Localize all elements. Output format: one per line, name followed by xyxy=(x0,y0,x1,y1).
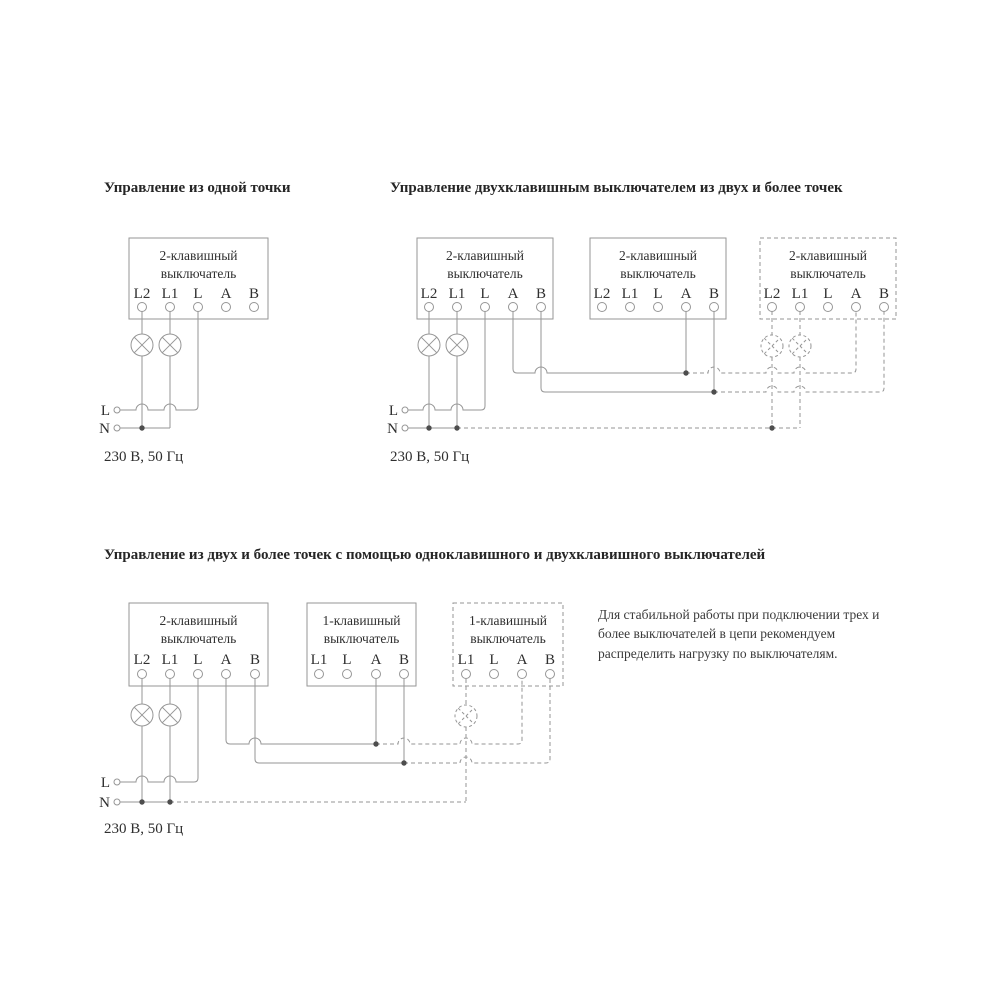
terminal-label-B: B xyxy=(398,652,410,668)
wire xyxy=(408,311,485,410)
switch-box-label: выключатель xyxy=(160,631,237,646)
terminal-label-L2: L2 xyxy=(133,286,151,302)
stability-note xyxy=(598,605,928,663)
wire xyxy=(255,679,404,763)
terminal-circle-A xyxy=(372,670,381,679)
supply-circle xyxy=(402,407,408,413)
terminal-circle-A xyxy=(682,303,691,312)
switch-box-label: выключатель xyxy=(447,266,523,281)
terminal-circle-L1 xyxy=(453,303,462,312)
terminal-circle-B xyxy=(250,303,259,312)
terminal-label-L2: L2 xyxy=(763,286,781,302)
terminal-circle-L xyxy=(490,670,499,679)
terminal-label-A: A xyxy=(850,286,862,302)
wire xyxy=(226,679,376,744)
terminal-label-A: A xyxy=(680,286,692,302)
supply-circle xyxy=(114,779,120,785)
terminal-circle-A xyxy=(518,670,527,679)
section-title-mixed-multi-point: Управление из двух и более точек с помощью одноклавишного и двухклавишного выключателей xyxy=(104,547,766,563)
note-line: более выключателей в цепи рекомендуем xyxy=(598,626,836,642)
supply-terminal-L xyxy=(101,775,120,791)
lamp-icon xyxy=(446,334,468,356)
terminal-label-B: B xyxy=(248,286,260,302)
terminal-label-L1: L1 xyxy=(448,286,466,302)
lamp-icon xyxy=(131,334,153,356)
terminal-label-L1: L1 xyxy=(161,286,179,302)
terminal-circle-A xyxy=(222,670,231,679)
terminal-circle-L xyxy=(194,670,203,679)
switch-box-label: 2-клавишный xyxy=(159,248,238,263)
terminal-label-L2: L2 xyxy=(133,652,151,668)
terminal-label-L: L xyxy=(653,286,663,302)
lamp-icon xyxy=(159,704,181,726)
terminal-circle-B xyxy=(251,670,260,679)
junction-dot xyxy=(454,425,459,430)
terminal-circle-L1 xyxy=(166,303,175,312)
wire xyxy=(376,679,522,744)
terminal-label-L1: L1 xyxy=(161,652,179,668)
voltage-label-2: 230 В, 50 Гц xyxy=(390,449,470,465)
terminal-label-B: B xyxy=(544,652,556,668)
supply-label-L: L xyxy=(100,403,110,419)
switch-box-label: выключатель xyxy=(790,266,866,281)
terminal-label-L1: L1 xyxy=(457,652,475,668)
note-line: распределить нагрузку по выключателям. xyxy=(598,645,838,661)
switch-box-label: 2-клавишный xyxy=(159,613,238,628)
switch-box-label: выключатель xyxy=(470,631,546,646)
terminal-label-B: B xyxy=(535,286,547,302)
lamp-icon xyxy=(131,704,153,726)
junction-dot xyxy=(373,741,378,746)
junction-dot xyxy=(769,425,774,430)
diagram-mixed-switch-multi-point xyxy=(99,603,563,811)
terminal-circle-L2 xyxy=(768,303,777,312)
supply-terminal-N xyxy=(99,421,120,437)
terminal-label-L: L xyxy=(489,652,499,668)
supply-label-L: L xyxy=(100,775,110,791)
voltage-label-3: 230 В, 50 Гц xyxy=(104,821,184,837)
optional-lamp-icon xyxy=(761,335,783,357)
wire xyxy=(513,311,686,373)
wire xyxy=(404,679,550,763)
terminal-circle-A xyxy=(852,303,861,312)
voltage-label-1: 230 В, 50 Гц xyxy=(104,449,184,465)
optional-lamp-icon xyxy=(789,335,811,357)
terminal-circle-L1 xyxy=(315,670,324,679)
switch-box-label: 2-клавишный xyxy=(618,248,698,263)
terminal-label-B: B xyxy=(708,286,720,302)
terminal-circle-A xyxy=(222,303,231,312)
terminal-label-L1: L1 xyxy=(621,286,639,302)
section-title-single-point: Управление из одной точки xyxy=(104,180,291,196)
terminal-circle-B xyxy=(880,303,889,312)
terminal-circle-L2 xyxy=(138,670,147,679)
supply-circle xyxy=(114,799,120,805)
wire xyxy=(541,311,714,392)
supply-circle xyxy=(114,407,120,413)
supply-terminal-L xyxy=(389,403,408,419)
switch-box-label: выключатель xyxy=(160,266,237,281)
note-line: Для стабильной работы при подключении трех и xyxy=(598,607,880,622)
terminal-circle-B xyxy=(710,303,719,312)
terminal-circle-L2 xyxy=(598,303,607,312)
junction-dot xyxy=(426,425,431,430)
terminal-circle-L xyxy=(343,670,352,679)
terminal-circle-L2 xyxy=(138,303,147,312)
terminal-label-B: B xyxy=(878,286,890,302)
section-title-two-key-multi-point: Управление двухклавишным выключателем из двух и более точек xyxy=(390,180,843,196)
terminal-label-A: A xyxy=(516,652,528,668)
supply-circle xyxy=(114,425,120,431)
terminal-label-L: L xyxy=(193,286,203,302)
terminal-label-L: L xyxy=(823,286,833,302)
wire xyxy=(120,679,198,782)
terminal-circle-B xyxy=(546,670,555,679)
terminal-circle-L xyxy=(824,303,833,312)
wire xyxy=(120,311,198,410)
terminal-circle-L1 xyxy=(462,670,471,679)
terminal-label-L2: L2 xyxy=(593,286,611,302)
switch-box-label: выключатель xyxy=(323,631,400,646)
terminal-circle-L xyxy=(194,303,203,312)
lamp-icon xyxy=(418,334,440,356)
optional-lamp-icon xyxy=(455,705,477,727)
junction-dot xyxy=(167,799,172,804)
supply-terminal-N xyxy=(387,421,408,437)
terminal-circle-L xyxy=(481,303,490,312)
terminal-label-L2: L2 xyxy=(420,286,438,302)
terminal-label-A: A xyxy=(220,286,232,302)
supply-terminal-L xyxy=(101,403,120,419)
terminal-circle-L xyxy=(654,303,663,312)
terminal-circle-L1 xyxy=(626,303,635,312)
terminal-label-B: B xyxy=(249,652,261,668)
junction-dot xyxy=(683,370,688,375)
terminal-label-L1: L1 xyxy=(791,286,809,302)
terminal-circle-B xyxy=(537,303,546,312)
terminal-label-L: L xyxy=(193,652,203,668)
diagram-two-key-multi-point xyxy=(387,238,896,437)
junction-dot xyxy=(139,425,144,430)
switch-box-label: 2-клавишный xyxy=(788,248,868,263)
terminal-label-L1: L1 xyxy=(310,652,328,668)
terminal-circle-L2 xyxy=(425,303,434,312)
diagram-single-point xyxy=(99,238,268,437)
junction-dot xyxy=(401,760,406,765)
terminal-circle-B xyxy=(400,670,409,679)
terminal-label-A: A xyxy=(507,286,519,302)
terminal-circle-A xyxy=(509,303,518,312)
terminal-label-L: L xyxy=(342,652,352,668)
terminal-label-A: A xyxy=(220,652,232,668)
supply-label-L: L xyxy=(388,403,398,419)
supply-label-N: N xyxy=(99,795,110,811)
terminal-label-A: A xyxy=(370,652,382,668)
terminal-label-L: L xyxy=(480,286,490,302)
switch-box-label: выключатель xyxy=(620,266,696,281)
terminal-circle-L1 xyxy=(166,670,175,679)
supply-label-N: N xyxy=(99,421,110,437)
lamp-icon xyxy=(159,334,181,356)
supply-label-N: N xyxy=(387,421,398,437)
junction-dot xyxy=(139,799,144,804)
supply-terminal-N xyxy=(99,795,120,811)
terminal-circle-L1 xyxy=(796,303,805,312)
switch-box-label: 1-клавишный xyxy=(322,613,401,628)
switch-box-label: 2-клавишный xyxy=(445,248,525,263)
junction-dot xyxy=(711,389,716,394)
switch-box-label: 1-клавишный xyxy=(468,613,548,628)
supply-circle xyxy=(402,425,408,431)
